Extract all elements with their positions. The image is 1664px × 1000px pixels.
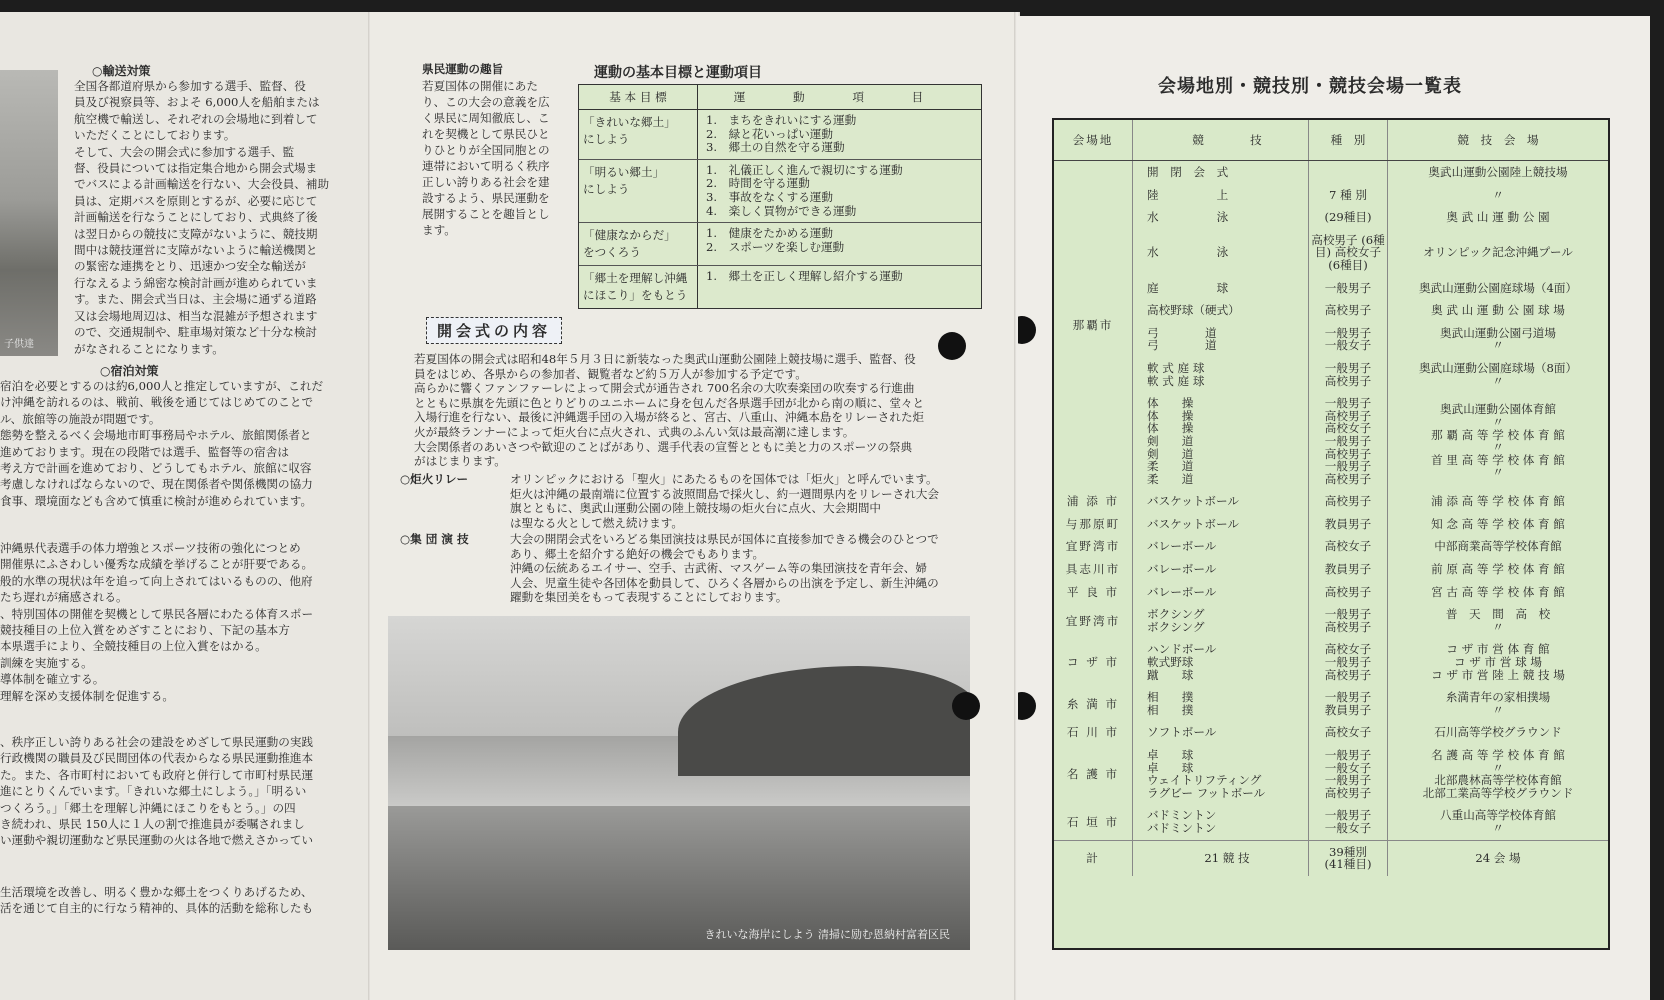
photo-caption: 子供達 xyxy=(4,339,34,350)
venue-sport: 水 泳 xyxy=(1133,206,1309,229)
transport-text xyxy=(74,78,329,357)
middle-panel xyxy=(370,12,1018,1000)
text-line: 全国各都道府県から参加する選手、監督、役 xyxy=(74,79,306,93)
text-line: 競技種目の上位入賞をめざすことにおり、下記の基本方 xyxy=(0,623,290,638)
venue-kind: 一般男子 高校男子 xyxy=(1309,357,1388,392)
text-line: 大会関係者のあいさつや歓迎のことばがあり、選手代表の宣誓とともに美と力のスポーツの祭典 xyxy=(414,439,913,454)
venue-place: 奥武山運動公園庭球場（4面） xyxy=(1418,280,1578,295)
venue-place: 八重山高等学校体育館 〃 xyxy=(1440,808,1556,835)
venue-kind: 高校女子 一般男子 高校男子 xyxy=(1309,638,1388,686)
text-line: 沖縄県代表選手の体力増強とスポーツ技術の強化につとめ xyxy=(0,541,301,555)
venue-kind: 教員男子 xyxy=(1309,558,1388,581)
text-line: オリンピックにおける「聖火」にあたるものを国体では「炬火」と呼んでいます。 xyxy=(510,472,938,486)
venue-sport: 開 閉 会 式 xyxy=(1133,161,1309,184)
text-line: 活を通じて自主的に行なう精神的、具体的活動を総称したも xyxy=(0,901,314,916)
text-line: は翌日からの競技に支障がないように、競技期 xyxy=(74,226,318,241)
text-line: 員は、定期バスを原則とするが、必要に応じて xyxy=(74,193,318,208)
text-line: 航空機で輸送し、それぞれの会場地に到着して xyxy=(74,111,318,126)
venue-row xyxy=(1054,357,1608,392)
venue-sport: 相 撲 相 撲 xyxy=(1133,686,1309,721)
goal-label: 「健康なからだ」 をつくろう xyxy=(579,223,698,265)
venue-row xyxy=(1054,184,1608,207)
venue-place: コ ザ 市 営 体 育 館 コ ザ 市 営 球 場 コ ザ 市 営 陸 上 競 技 場 xyxy=(1431,642,1565,682)
venue-sport: 水 泳 xyxy=(1133,229,1309,277)
venue-place: オリンピック記念沖縄プール xyxy=(1423,245,1573,260)
text-line: 生活環境を改善し、明るく豊かな郷土をつくりあげるため、 xyxy=(0,885,313,899)
venue-sport: バレーボール xyxy=(1133,581,1309,604)
venue-place: 24 会 場 xyxy=(1388,840,1609,876)
text-line: い運動や親切運動など県民運動の火は各地で燃えさかってい xyxy=(0,833,314,848)
venue-city: 浦 添 市 xyxy=(1054,490,1133,513)
movement-text xyxy=(0,734,313,849)
venue-sport: バスケットボール xyxy=(1133,490,1309,513)
venue-row xyxy=(1054,744,1608,804)
venue-table xyxy=(1052,118,1610,950)
text-line: 炬火は沖縄の最南端に位置する波照間島で採火し、約一週間県内をリレーされ大会 xyxy=(510,486,939,501)
venue-sport: バドミントン バドミントン xyxy=(1133,804,1309,840)
venue-sport: 軟 式 庭 球 軟 式 庭 球 xyxy=(1133,357,1309,392)
venue-city: 与那原町 xyxy=(1054,513,1133,536)
text-line: 正しい誇りある社会を建 xyxy=(422,175,550,189)
venue-row xyxy=(1054,161,1608,184)
text-line: 設するよう、県民運動を xyxy=(422,191,550,205)
venue-sport: バレーボール xyxy=(1133,535,1309,558)
venue-kind: 一般男子 教員男子 xyxy=(1309,686,1388,721)
lodging-text xyxy=(0,378,323,509)
venue-place: 奥 武 山 運 動 公 園 xyxy=(1446,210,1550,225)
venue-sport: 弓 道 弓 道 xyxy=(1133,322,1309,357)
goal-items: 1. 礼儀正しく進んで親切にする運動 2. 時間を守る運動 3. 事故をなくする運動 4. 楽しく買物ができる運動 xyxy=(706,162,903,218)
text-line: 入場行進を行ない、最後に沖縄選手団の入場が終ると、宮古、八重山、沖縄本島をリレーされた炬 xyxy=(414,410,925,425)
venue-kind: 高校女子 xyxy=(1309,535,1388,558)
beach-cleaning-photo xyxy=(388,616,970,950)
venue-sport: ボクシング ボクシング xyxy=(1133,603,1309,638)
venue-list-title: 会場地別・競技別・競技会場一覧表 xyxy=(1158,76,1462,97)
group-text xyxy=(510,532,939,605)
venue-place: 奥武山運動公園弓道場 〃 xyxy=(1440,325,1556,353)
ceremony-title: 開会式の内容 xyxy=(426,317,562,344)
text-line: り、この大会の意義を広 xyxy=(422,95,550,109)
venue-row xyxy=(1054,392,1608,490)
text-line: 、秩序正しい誇りある社会の建設をめざして県民運動の実践 xyxy=(0,735,314,749)
venue-kind: 39種別 (41種目) xyxy=(1309,840,1388,876)
text-line: つくろう。」「郷土を理解し沖縄にほこりをもとう。」の四 xyxy=(0,800,296,815)
venue-row xyxy=(1054,721,1608,744)
text-line: け沖縄を訪れるのは、戦前、戦後を通じてはじめてのことで xyxy=(0,395,314,410)
venue-row xyxy=(1054,638,1608,686)
venue-row xyxy=(1054,603,1608,638)
venue-row xyxy=(1054,535,1608,558)
text-line: 食事、環境面なども含めて慎重に検討が進められています。 xyxy=(0,493,313,508)
text-line: 沖縄の伝統あるエイサー、空手、古武術、マスゲーム等の集団演技を青年会、婦 xyxy=(510,561,927,576)
venue-place: 知 念 高 等 学 校 体 育 館 xyxy=(1431,516,1565,531)
venue-kind xyxy=(1309,161,1388,184)
venue-place: 〃 xyxy=(1492,187,1504,202)
venue-place: 浦 添 高 等 学 校 体 育 館 xyxy=(1431,494,1565,509)
text-line: す。また、開会式当日は、主会場に通ずる道路 xyxy=(74,292,317,307)
goals-header: 基 本 目 標 運 動 項 目 xyxy=(579,85,981,110)
venue-kind: 高校男子 (6種目) 高校女子 (6種目) xyxy=(1309,229,1388,277)
venue-city: 石 垣 市 xyxy=(1054,804,1133,840)
venue-kind: 7 種 別 xyxy=(1309,184,1388,207)
text-line: は聖なる火として燃え続けます。 xyxy=(510,515,683,530)
venue-row xyxy=(1054,206,1608,229)
text-line: 旗とともに、奥武山運動公園の陸上競技場の炬火台に点火、大会期間中 xyxy=(510,501,882,516)
venue-city: コ ザ 市 xyxy=(1054,638,1133,686)
venue-place: 前 原 高 等 学 校 体 育 館 xyxy=(1431,562,1565,577)
ceremony-text xyxy=(414,352,924,469)
venue-place: 糸満青年の家相撲場 〃 xyxy=(1445,690,1551,717)
venue-city: 那覇市 xyxy=(1054,161,1133,491)
venue-kind: 一般男子 一般女子 xyxy=(1309,804,1388,840)
venue-table-header: 会場地 競 技 種 別 競 技 会 場 xyxy=(1054,120,1608,161)
venue-kind: 高校男子 xyxy=(1309,490,1388,513)
venue-row xyxy=(1054,581,1608,604)
venue-kind: (29種目) xyxy=(1309,206,1388,229)
text-line: 連帯において明るく秩序 xyxy=(422,159,550,173)
text-line: 理解を深め支援体制を促進する。 xyxy=(0,688,174,703)
text-line: がなされることになります。 xyxy=(74,341,224,356)
right-panel xyxy=(1018,16,1650,1000)
text-line: 若夏国体の開催にあた xyxy=(422,79,538,93)
venue-row xyxy=(1054,804,1608,840)
venue-row xyxy=(1054,229,1608,277)
venue-place: 名 護 高 等 学 校 体 育 館 〃 北部農林高等学校体育館 北部工業高等学校グラウンド xyxy=(1422,748,1574,800)
text-line: 員をはじめ、各県からの参加者、観覧者など約５万人が参加する予定です。 xyxy=(414,366,807,381)
venue-row xyxy=(1054,558,1608,581)
children-photo xyxy=(0,70,58,356)
venue-city: 宜野湾市 xyxy=(1054,603,1133,638)
text-line: あり、郷土を紹介する絶好の機会でもあります。 xyxy=(510,546,765,561)
purpose-text xyxy=(422,78,550,238)
venue-kind: 高校男子 xyxy=(1309,581,1388,604)
text-line: とともに県旗を先頭に色とりどりのユニホームに身を包んだ各県選手団が北から南の順に、堂々と xyxy=(414,395,925,410)
venue-city: 平 良 市 xyxy=(1054,581,1133,604)
text-line: 躍動を集団美をもって表現することにしております。 xyxy=(510,590,788,605)
goals-body xyxy=(579,110,981,308)
venue-kind: 高校男子 xyxy=(1309,299,1388,322)
text-line: く県民に周知徹底し、こ xyxy=(422,111,550,125)
venue-sport: 体 操 体 操 体 操 剣 道 剣 道 柔 道 柔 道 xyxy=(1133,392,1309,490)
venue-sport: 卓 球 卓 球 ウェイトリフティング ラグビー フットボール xyxy=(1133,744,1309,804)
venue-place: 宮 古 高 等 学 校 体 育 館 xyxy=(1431,584,1565,599)
venue-city: 名 護 市 xyxy=(1054,744,1133,804)
venue-row xyxy=(1054,299,1608,322)
goal-items: 1. 郷土を正しく理解し紹介する運動 xyxy=(706,269,903,284)
text-line: ので、交通規制や、駐車場対策など十分な検討 xyxy=(74,325,318,340)
venue-sport: ソフトボール xyxy=(1133,721,1309,744)
group-title: ○集 団 演 技 xyxy=(400,532,469,546)
venue-place: 石川高等学校グラウンド xyxy=(1434,725,1562,740)
venue-kind: 一般男子 一般女子 一般男子 高校男子 xyxy=(1309,744,1388,804)
venue-city: 宜野湾市 xyxy=(1054,535,1133,558)
text-line: 進にとりくんでいます。「きれいな郷土にしよう。」「明るい xyxy=(0,784,307,799)
text-line: 計画輸送を行なうことにしており、式典終了後 xyxy=(74,210,318,225)
venue-total-row xyxy=(1054,840,1608,876)
venue-city: 石 川 市 xyxy=(1054,721,1133,744)
text-line: 行なえるよう綿密な検討計画が進められていま xyxy=(74,275,318,290)
goal-label: 「郷土を理解し沖縄 にほこり」をもとう xyxy=(579,266,698,308)
goal-row xyxy=(579,110,981,160)
text-line: たち遅れが痛感される。 xyxy=(0,590,128,605)
text-line: 、特別国体の開催を契機として県民各層にわたる体育スポー xyxy=(0,606,314,621)
venue-row xyxy=(1054,322,1608,357)
text-line: 考え方で計画を進めており、どうしてもホテル、旅館に収容 xyxy=(0,461,312,476)
venue-place: 奥武山運動公園体育館 〃 那 覇 高 等 学 校 体 育 館 〃 首 里 高 等 学 校 体 育 館 〃 xyxy=(1431,402,1565,480)
goal-row xyxy=(579,223,981,266)
venue-city: 計 xyxy=(1054,840,1133,876)
photo-caption: きれいな海岸にしよう 清掃に励む恩納村富着区民 xyxy=(704,928,950,941)
living-text xyxy=(0,884,313,917)
venue-kind: 教員男子 xyxy=(1309,513,1388,536)
venue-row xyxy=(1054,490,1608,513)
purpose-title: 県民運動の趣旨 xyxy=(422,62,504,76)
venue-kind: 高校女子 xyxy=(1309,721,1388,744)
text-line: 態勢を整えるべく会場地市町事務局やホテル、旅館関係者と xyxy=(0,428,312,443)
lodging-heading: ○宿泊対策 xyxy=(100,364,159,378)
goals-title: 運動の基本目標と運動項目 xyxy=(594,65,762,81)
text-line: の緊密な連携をとり、迅速かつ安全な輸送が xyxy=(74,259,306,274)
venue-kind: 一般男子 高校男子 xyxy=(1309,603,1388,638)
goals-table xyxy=(578,84,982,309)
venue-sport: ハンドボール 軟式野球 蹴 球 xyxy=(1133,638,1309,686)
text-line: いただくことにしております。 xyxy=(74,128,236,143)
transport-heading: ○輸送対策 xyxy=(92,64,151,78)
punch-hole xyxy=(952,692,980,720)
venue-city: 具志川市 xyxy=(1054,558,1133,581)
venue-sport: バレーボール xyxy=(1133,558,1309,581)
text-line: ル、旅館等の施設が問題です。 xyxy=(0,411,161,426)
text-line: き続われ、県民 150人に１人の割で推進員が委嘱されまし xyxy=(0,817,305,832)
venue-kind: 一般男子 高校男子 高校女子 一般男子 高校男子 一般男子 高校男子 xyxy=(1309,392,1388,490)
venue-row xyxy=(1054,513,1608,536)
torch-title: ○炬火リレー xyxy=(400,472,469,486)
text-line: 火が最終ランナーによって炬火台に点火され、式典のふんい気は最高潮に達します。 xyxy=(414,424,855,439)
goal-items: 1. まちをきれいにする運動 2. 緑と花いっぱい運動 3. 郷土の自然を守る運動 xyxy=(706,113,857,155)
punch-hole xyxy=(938,332,966,360)
text-line: 訓練を実施する。 xyxy=(0,655,93,670)
text-line: 展開することを趣旨とし xyxy=(422,207,550,221)
text-line: 行政機関の職員及び民間団体の代表からなる県民運動推進本 xyxy=(0,751,314,766)
punch-hole xyxy=(1018,692,1036,720)
text-line: そして、大会の開会式に参加する選手、監 xyxy=(74,144,295,159)
venue-row xyxy=(1054,686,1608,721)
text-line: 導体制を確立する。 xyxy=(0,672,105,687)
text-line: 開催県にふさわしい優秀な成績を挙げることが肝要である。 xyxy=(0,557,314,572)
venue-place: 普 天 間 高 校 〃 xyxy=(1445,607,1551,634)
text-line: でバスによる計画輸送を行ない、大会役員、補助 xyxy=(74,177,330,192)
venue-sport: 21 競 技 xyxy=(1133,840,1309,876)
text-line: た。また、各市町村においても政府と併行して市町村県民運 xyxy=(0,767,314,782)
venue-kind: 一般男子 xyxy=(1309,277,1388,300)
strength-text xyxy=(0,540,313,704)
venue-row xyxy=(1054,277,1608,300)
text-line: れを契機として県民ひと xyxy=(422,127,550,141)
text-line: がはじまります。 xyxy=(414,454,506,469)
text-line: 本県選手により、全競技種目の上位入賞をはかる。 xyxy=(0,639,267,654)
venue-sport: バスケットボール xyxy=(1133,513,1309,536)
text-line: 高らかに響くファンファーレによって開会式が通告され 700名余の大吹奏楽団の吹奏する行進曲 xyxy=(414,381,915,396)
text-line: 員及び視察員等、およそ 6,000人を船舶または xyxy=(74,95,320,110)
venue-city: 糸 満 市 xyxy=(1054,686,1133,721)
text-line: ます。 xyxy=(422,223,456,237)
venue-sport: 高校野球（硬式） xyxy=(1133,299,1309,322)
venue-place: 中部商業高等学校体育館 xyxy=(1434,539,1562,554)
text-line: 若夏国体の開会式は昭和48年５月３日に新装なった奥武山運動公園陸上競技場に選手、監督、役 xyxy=(414,352,916,366)
text-line: 督、役員については指定集合地から開会式場ま xyxy=(74,161,318,176)
text-line: 考慮しなければならないので、現在関係者や関係機関の協力 xyxy=(0,477,313,492)
goal-row xyxy=(579,266,981,308)
text-line: 人会、児童生徒や各団体を動員して、ひろく各層からの出演を予定し、新生沖縄の xyxy=(510,575,939,590)
left-panel xyxy=(0,12,370,1000)
goal-label: 「明るい郷土」 にしよう xyxy=(579,160,698,222)
text-line: 宿泊を必要とするのは約6,000人と推定していますが、これだ xyxy=(0,379,324,393)
punch-hole xyxy=(1018,316,1036,344)
venue-sport: 陸 上 xyxy=(1133,184,1309,207)
venue-kind: 一般男子 一般女子 xyxy=(1309,322,1388,357)
text-line: りひとりが全国同胞との xyxy=(422,143,550,157)
goal-label: 「きれいな郷土」 にしよう xyxy=(579,110,698,159)
torch-text xyxy=(510,472,939,530)
text-line: 進めております。現在の段階では選手、監督等の宿舎は xyxy=(0,444,289,459)
text-line: 又は会場地周辺は、相当な混雑が予想されます xyxy=(74,308,318,323)
goal-row xyxy=(579,160,981,223)
venue-place: 奥武山運動公園庭球場（8面） 〃 xyxy=(1418,360,1578,388)
venue-sport: 庭 球 xyxy=(1133,277,1309,300)
text-line: 般的水準の現状は年を追って向上されてはいるものの、他府 xyxy=(0,573,313,588)
venue-place: 奥武山運動公園陸上競技場 xyxy=(1428,165,1568,179)
venue-place: 奥 武 山 運 動 公 園 球 場 xyxy=(1431,303,1565,318)
goal-items: 1. 健康をたかめる運動 2. スポーツを楽しむ運動 xyxy=(706,226,845,254)
text-line: 大会の開閉会式をいろどる集団演技は県民が国体に直接参加できる機会のひとつで xyxy=(510,532,939,546)
text-line: 間中は競技運営に支障がないように輸送機関と xyxy=(74,243,318,258)
